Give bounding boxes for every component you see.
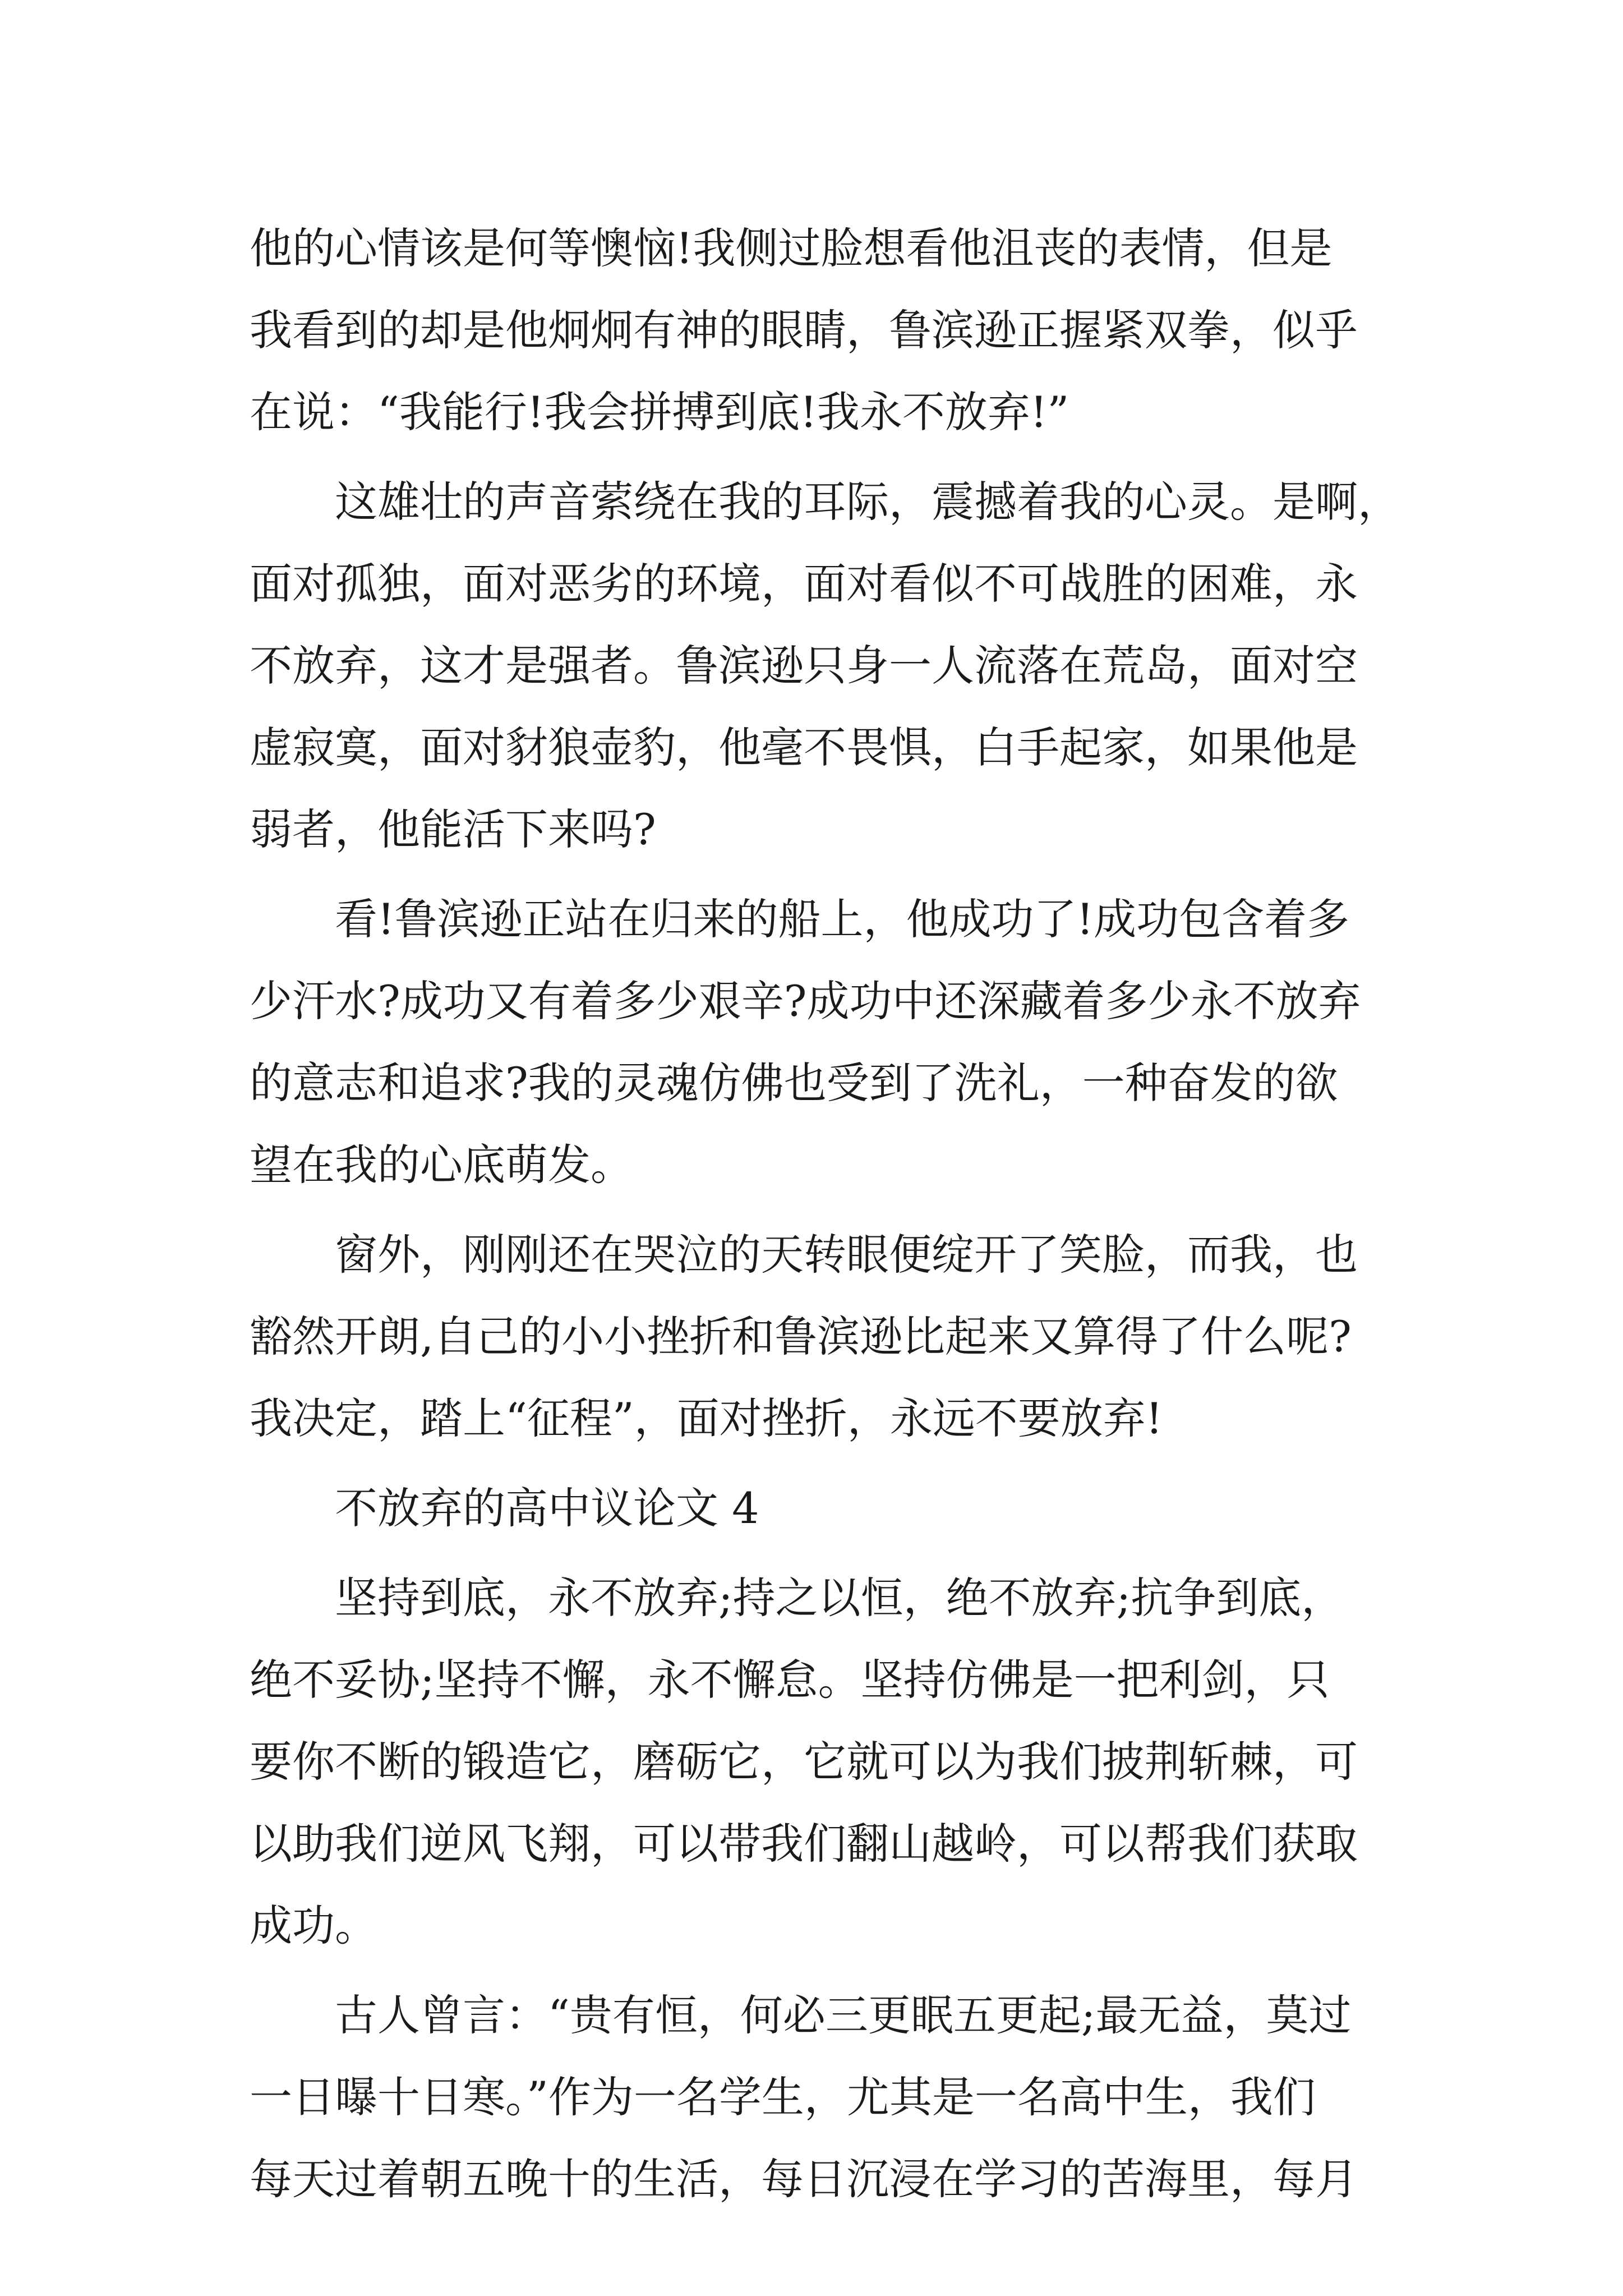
text-line: 不放弃，这才是强者。鲁滨逊只身一人流落在荒岛，面对空 — [250, 641, 1358, 691]
text-line: 望在我的心底萌发。 — [250, 1140, 633, 1190]
paragraph-gap — [250, 871, 1394, 878]
essay-body — [250, 208, 1400, 2220]
paragraph-gap — [250, 1967, 1394, 1975]
text-line: 我看到的却是他炯炯有神的眼睛，鲁滨逊正握紧双拳，似乎 — [250, 305, 1358, 355]
text-line: 每天过着朝五晚十的生活，每日沉浸在学习的苦海里，每月 — [250, 2154, 1358, 2204]
text-line: 弱者，他能活下来吗? — [250, 804, 656, 854]
paragraph-gap — [250, 1206, 1394, 1214]
paragraph-first-line: 窗外，刚刚还在哭泣的天转眼便绽开了笑脸，而我，也 — [335, 1230, 1358, 1280]
paragraph-gap — [250, 1460, 1394, 1467]
text-line: 虚寂寞，面对豺狼壶豹，他毫不畏惧，白手起家，如果他是 — [250, 723, 1358, 772]
text-line: 要你不断的锻造它，磨砺它，它就可以为我们披荆斩棘，可 — [250, 1737, 1358, 1787]
section-heading: 不放弃的高中议论文 4 — [335, 1483, 759, 1533]
text-line: 豁然开朗,自己的小小挫折和鲁滨逊比起来又算得了什么呢? — [250, 1312, 1352, 1361]
paragraph-first-line: 坚持到底，永不放弃;持之以恒，绝不放弃;抗争到底， — [335, 1573, 1344, 1623]
text-line: 以助我们逆风飞翔，可以带我们翻山越岭，可以帮我们获取 — [250, 1819, 1358, 1869]
paragraph-first-line: 古人曾言：“贵有恒，何必三更眠五更起;最无益，莫过 — [335, 1990, 1352, 2040]
paragraph-gap — [250, 453, 1394, 461]
text-line: 他的心情该是何等懊恼!我侧过脸想看他沮丧的表情，但是 — [250, 223, 1332, 273]
text-line: 面对孤独，面对恶劣的环境，面对看似不可战胜的困难，永 — [250, 559, 1358, 609]
text-line: 一日曝十日寒。”作为一名学生，尤其是一名高中生，我们 — [250, 2072, 1316, 2122]
text-line: 在说：“我能行!我会拼搏到底!我永不放弃!” — [250, 387, 1069, 437]
paragraph-first-line: 看!鲁滨逊正站在归来的船上，他成功了!成功包含着多 — [335, 894, 1350, 944]
text-line: 成功。 — [250, 1901, 377, 1950]
text-line: 的意志和追求?我的灵魂仿佛也受到了洗礼，一种奋发的欲 — [250, 1058, 1338, 1108]
paragraph-first-line: 这雄壮的声音萦绕在我的耳际，震撼着我的心灵。是啊， — [335, 477, 1400, 527]
text-line: 我决定，踏上“征程”，面对挫折，永远不要放弃! — [250, 1393, 1163, 1443]
paragraph-gap — [250, 1549, 1394, 1557]
text-line: 少汗水?成功又有着多少艰辛?成功中还深藏着多少永不放弃 — [250, 976, 1361, 1026]
text-line: 绝不妥协;坚持不懈，永不懈怠。坚持仿佛是一把利剑，只 — [250, 1655, 1330, 1705]
